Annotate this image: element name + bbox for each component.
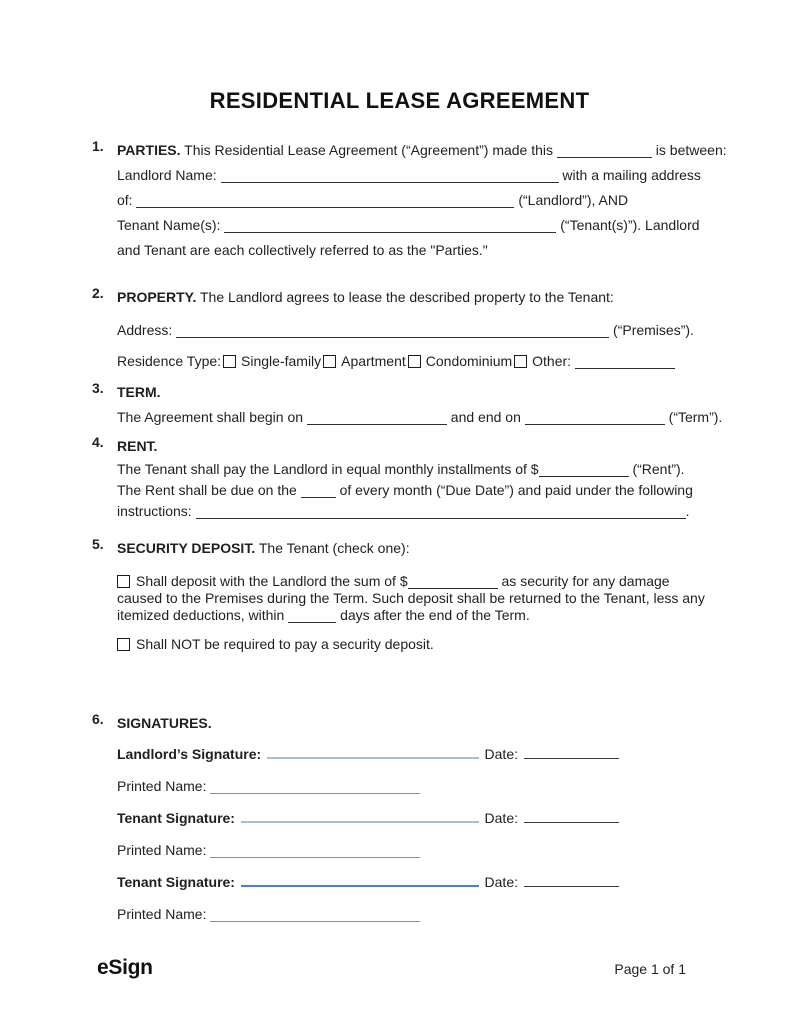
option-label-single-family: Single-family [241,353,322,369]
tenant-names-after-text: (“Tenant(s)”). Landlord [560,217,700,233]
rent-paragraph [117,459,707,522]
tenant2-printed-name-blank[interactable] [210,921,420,922]
blank-rent-amount[interactable] [539,476,629,477]
term-mid-text: and end on [450,409,521,425]
page-indicator: Page 1 of 1 [614,961,686,977]
section-number-2: 2. [92,285,104,301]
section-number-4: 4. [92,434,104,450]
blank-deposit-return-days[interactable] [288,622,336,623]
page-footer [0,956,791,980]
deposit-option-required [117,573,707,624]
blank-tenant-names[interactable] [224,232,556,233]
tenant1-printed-name-row [117,840,707,860]
tenant2-printed-name-label: Printed Name: [117,906,207,922]
section-number-3: 3. [92,380,104,396]
deposit-text-3: days after the end of the Term. [340,607,530,623]
address-after-text: (“Premises”). [613,322,694,338]
option-label-other: Other: [532,353,572,369]
rent-text-2: (“Rent”). The Rent shall be due on the [117,461,685,498]
parties-intro-text-end: is between: [655,142,727,158]
landlord-name-label: Landlord Name: [117,167,217,183]
section-rent [92,434,707,522]
blank-payment-instructions[interactable] [196,518,686,519]
rent-text-3: of every month (“Due Date”) and paid under the following instructions: [117,482,693,519]
tenant2-printed-name-row [117,904,707,924]
checkbox-apartment[interactable] [323,355,336,368]
security-deposit-intro-text: The Tenant (check one): [258,540,410,556]
landlord-signature-line[interactable] [267,757,478,759]
property-intro-text: The Landlord agrees to lease the described property to the Tenant: [200,289,614,305]
blank-term-start-date[interactable] [307,424,447,425]
landlord-printed-name-blank[interactable] [210,793,420,794]
section-heading-property: PROPERTY. [117,289,197,305]
tenant1-signature-line[interactable] [241,821,479,823]
tenant1-signature-row [117,808,707,828]
landlord-signature-label: Landlord’s Signature: [117,746,262,762]
landlord-printed-name-label: Printed Name: [117,778,207,794]
section-term [92,380,723,430]
parties-intro-text: This Residential Lease Agreement (“Agreement”) made this [184,142,554,158]
section-security-deposit [92,536,707,653]
tenant2-signature-label: Tenant Signature: [117,874,235,890]
deposit-text-1: Shall deposit with the Landlord the sum of $ [136,573,408,589]
checkbox-single-family[interactable] [223,355,236,368]
deposit-option-none [117,636,707,653]
section-number-5: 5. [92,536,104,552]
blank-deposit-amount[interactable] [408,588,498,589]
option-label-apartment: Apartment [341,353,406,369]
tenant1-printed-name-blank[interactable] [210,857,420,858]
option-label-condominium: Condominium [425,353,513,369]
landlord-date-label: Date: [484,746,518,762]
section-signatures [92,711,707,936]
no-deposit-text: Shall NOT be required to pay a security deposit. [136,636,434,652]
signature-block [117,744,707,924]
rent-text-end: . [685,503,690,519]
blank-landlord-name[interactable] [221,182,559,183]
mailing-address-after-text: (“Landlord”), AND [518,192,629,208]
landlord-name-after-text: with a mailing address [562,167,701,183]
rent-text-1: The Tenant shall pay the Landlord in equal monthly installments of $ [117,461,539,477]
landlord-signature-row [117,744,707,764]
blank-agreement-date[interactable] [557,157,652,158]
tenant-names-label: Tenant Name(s): [117,217,221,233]
section-heading-term: TERM. [117,384,161,400]
tenant2-date-blank[interactable] [524,886,619,887]
landlord-printed-name-row [117,776,707,796]
checkbox-other[interactable] [514,355,527,368]
blank-due-day[interactable] [301,497,336,498]
section-heading-security-deposit: SECURITY DEPOSIT. [117,540,256,556]
term-begin-text: The Agreement shall begin on [117,409,304,425]
section-heading-parties: PARTIES. [117,142,181,158]
blank-other-type[interactable] [575,368,675,369]
section-parties [92,138,727,263]
checkbox-no-deposit[interactable] [117,638,130,651]
residence-type-label: Residence Type: [117,353,222,369]
address-label: Address: [117,322,173,338]
section-number-6: 6. [92,711,104,727]
tenant2-signature-row [117,872,707,892]
tenant2-date-label: Date: [484,874,518,890]
section-heading-rent: RENT. [117,438,158,454]
page-title: RESIDENTIAL LEASE AGREEMENT [209,88,590,113]
section-heading-signatures: SIGNATURES. [117,715,212,731]
parties-closing-text: and Tenant are each collectively referred to as the "Parties." [117,242,488,258]
blank-property-address[interactable] [176,337,609,338]
mailing-address-label: of: [117,192,133,208]
esign-logo: eSign [97,956,153,979]
tenant1-printed-name-label: Printed Name: [117,842,207,858]
section-property [92,285,707,374]
landlord-date-blank[interactable] [524,758,619,759]
tenant1-date-blank[interactable] [524,822,619,823]
checkbox-deposit-required[interactable] [117,575,130,588]
checkbox-condominium[interactable] [408,355,421,368]
tenant1-date-label: Date: [484,810,518,826]
deposit-text-2: as security for any damage caused to the Premises during the Term. Such deposit shall be returned to the Tenant, less any itemized deductions, within [117,573,705,623]
term-after-text: (“Term”). [668,409,723,425]
blank-mailing-address[interactable] [136,207,514,208]
section-number-1: 1. [92,138,104,154]
tenant2-signature-line[interactable] [241,885,479,887]
blank-term-end-date[interactable] [525,424,665,425]
tenant1-signature-label: Tenant Signature: [117,810,235,826]
